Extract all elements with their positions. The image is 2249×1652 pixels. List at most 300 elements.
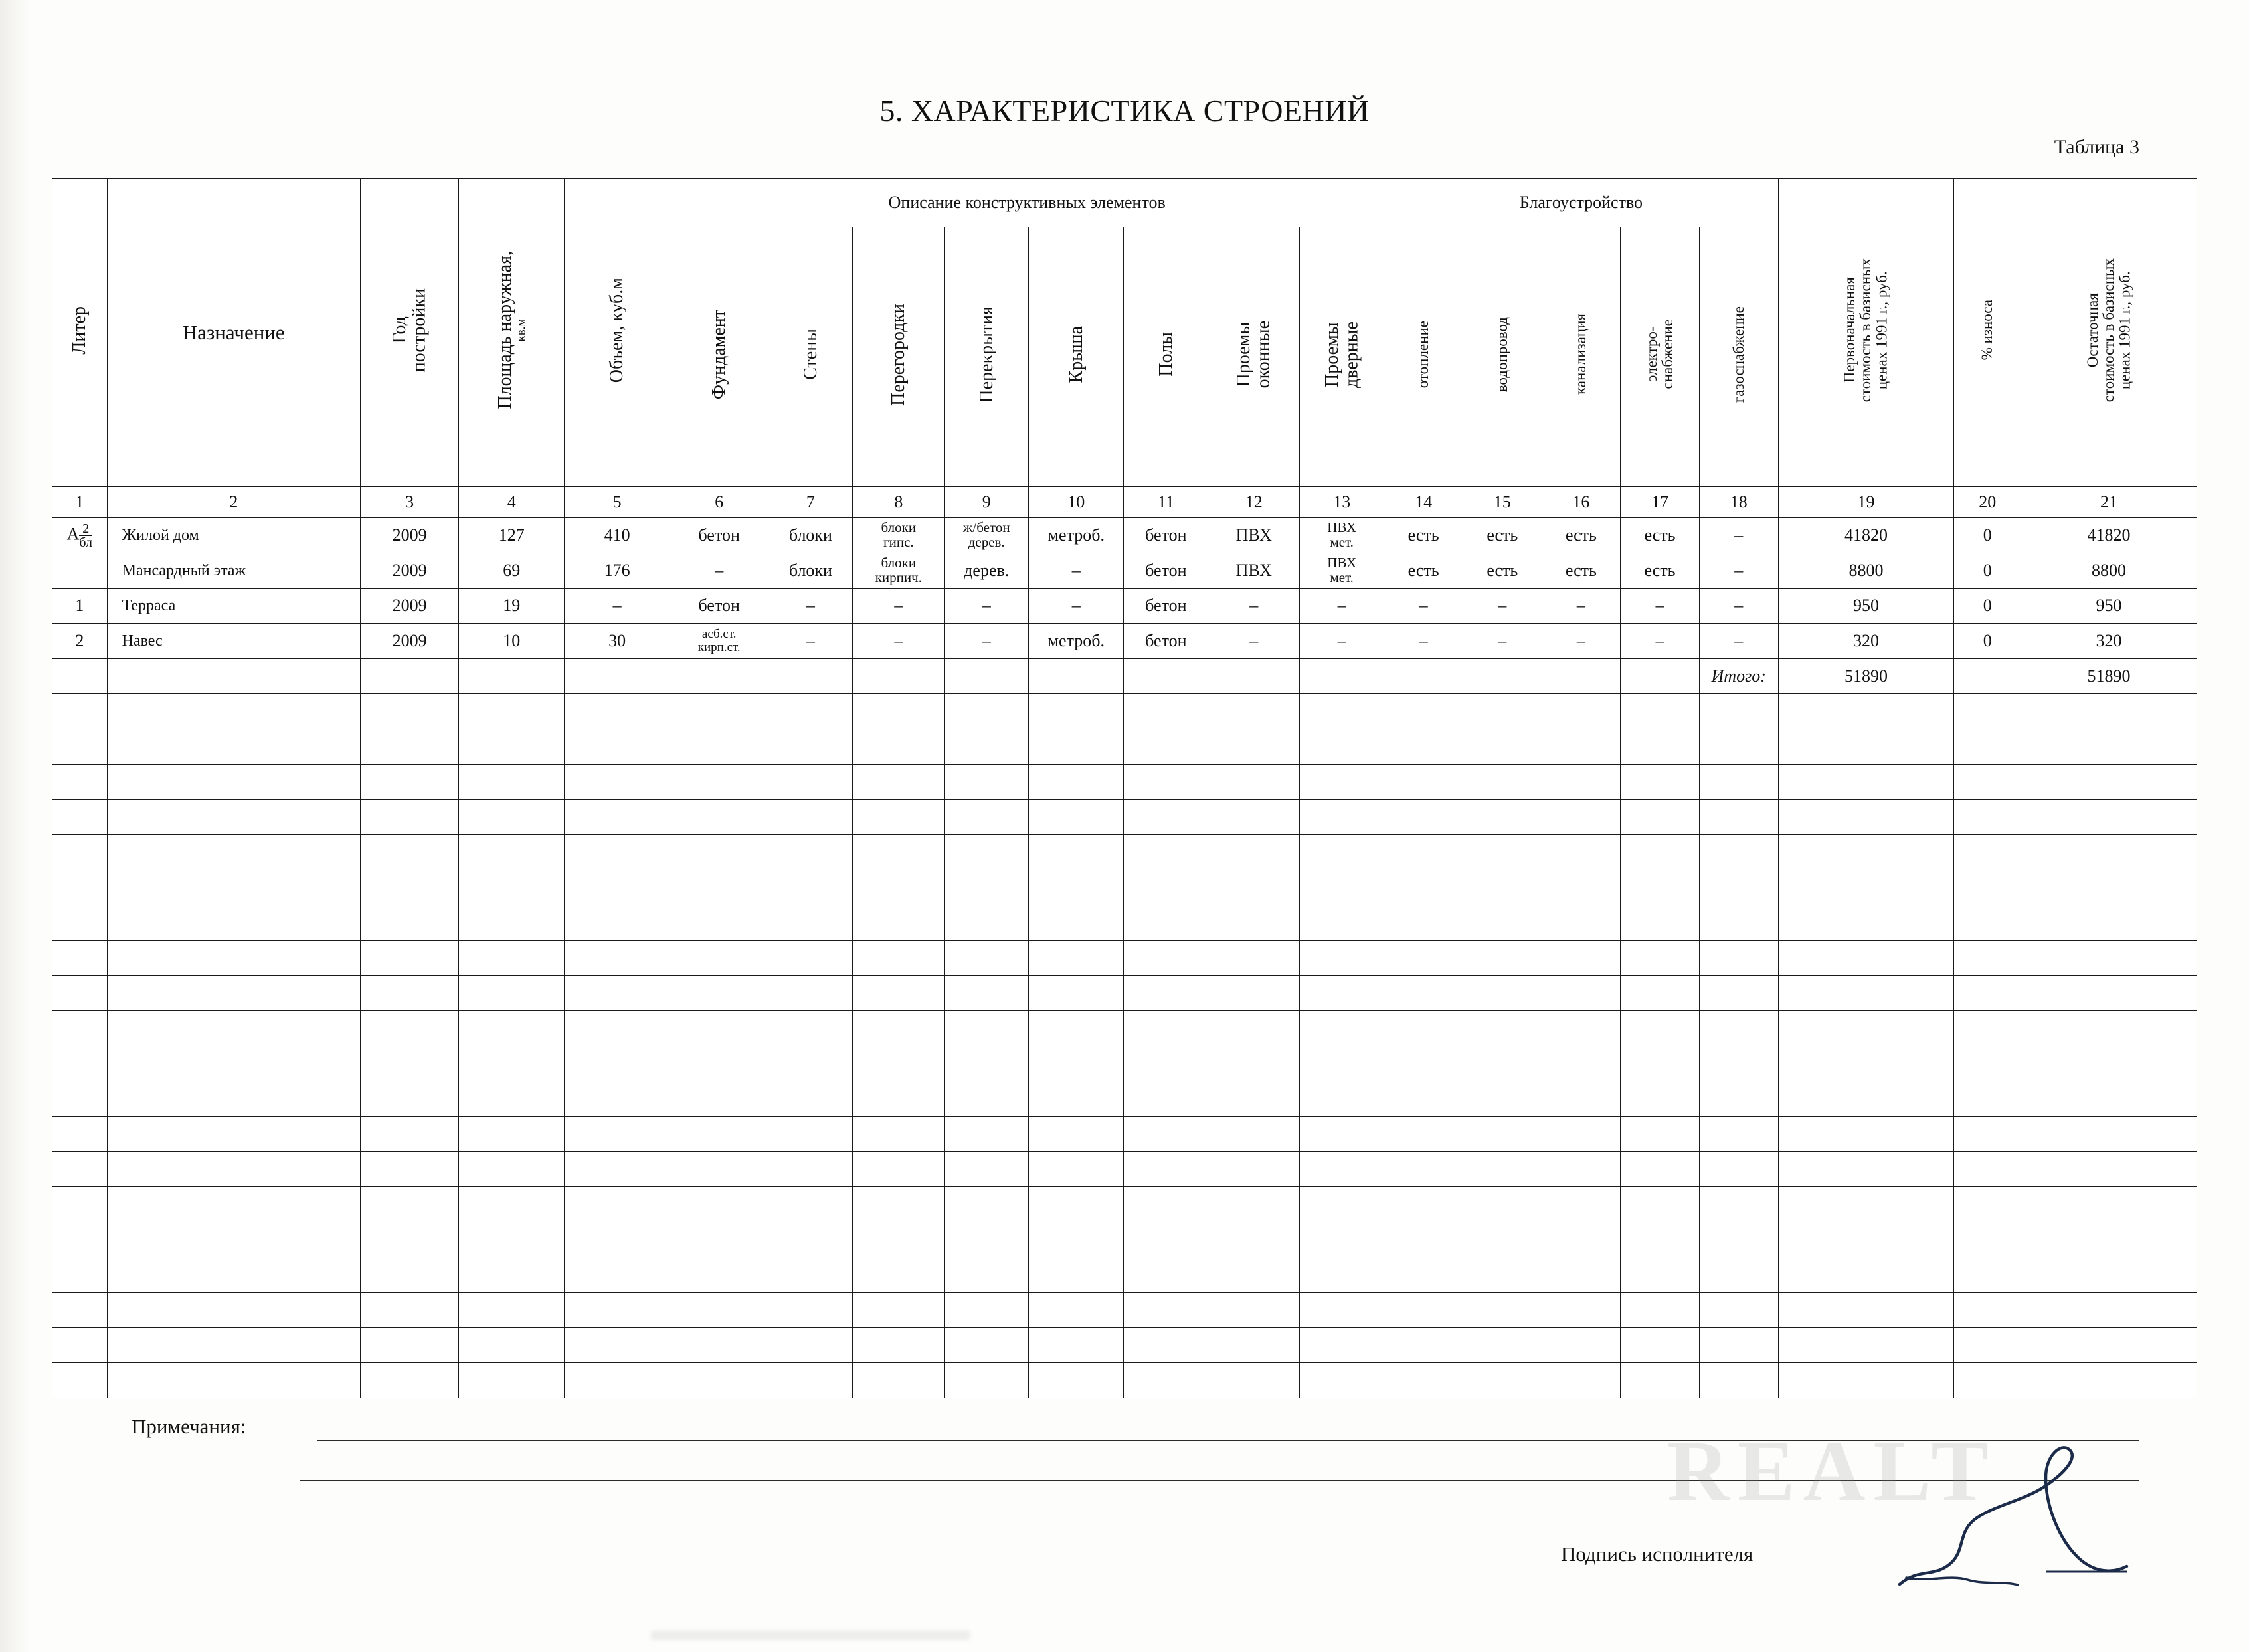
colnum-4: 4: [459, 487, 565, 518]
empty-cell: [360, 1187, 458, 1222]
colnum-1: 1: [52, 487, 108, 518]
empty-cell: [1699, 870, 1778, 905]
cell-partitions: –: [853, 624, 945, 659]
colnum-5: 5: [565, 487, 670, 518]
empty-cell: [1463, 1328, 1542, 1363]
header-wear: % износа: [1954, 179, 2021, 487]
empty-cell: [360, 1328, 458, 1363]
cell-initial-cost: 950: [1778, 589, 1954, 624]
empty-cell: [1463, 800, 1542, 835]
empty-cell: [107, 1222, 360, 1257]
empty-cell: [1029, 729, 1124, 765]
total-pad-3: [360, 659, 458, 694]
empty-cell: [1384, 1328, 1463, 1363]
empty-cell: [1300, 1152, 1384, 1187]
empty-cell: [1699, 800, 1778, 835]
empty-cell: [1463, 1117, 1542, 1152]
empty-cell: [565, 800, 670, 835]
cell-walls: блоки: [768, 518, 853, 553]
empty-cell: [1384, 870, 1463, 905]
empty-cell: [1300, 1011, 1384, 1046]
empty-cell: [1778, 1011, 1954, 1046]
cell-wear: 0: [1954, 518, 2021, 553]
empty-cell: [1029, 1222, 1124, 1257]
cell-walls: блоки: [768, 553, 853, 589]
total-pad-10: [1029, 659, 1124, 694]
empty-cell: [1542, 1152, 1621, 1187]
cell-volume: 176: [565, 553, 670, 589]
empty-cell: [1621, 905, 1700, 941]
empty-cell: [1954, 835, 2021, 870]
empty-cell: [1029, 694, 1124, 729]
empty-cell: [1699, 1328, 1778, 1363]
empty-cell: [1029, 1328, 1124, 1363]
empty-cell: [1124, 1046, 1208, 1081]
cell-liter: 2: [52, 624, 108, 659]
empty-cell: [1300, 905, 1384, 941]
cell-wear: 0: [1954, 624, 2021, 659]
empty-cell: [1029, 905, 1124, 941]
table-empty-row: [52, 1293, 2197, 1328]
cell-foundation: бетон: [670, 518, 768, 553]
empty-cell: [1463, 1257, 1542, 1293]
empty-cell: [360, 905, 458, 941]
empty-cell: [670, 941, 768, 976]
empty-cell: [1208, 1257, 1300, 1293]
empty-cell: [670, 1293, 768, 1328]
empty-cell: [1208, 765, 1300, 800]
empty-cell: [1778, 941, 1954, 976]
empty-cell: [2021, 941, 2197, 976]
empty-cell: [1029, 1081, 1124, 1117]
empty-cell: [853, 1187, 945, 1222]
empty-cell: [107, 1117, 360, 1152]
empty-cell: [360, 1152, 458, 1187]
empty-cell: [1542, 1293, 1621, 1328]
empty-cell: [459, 870, 565, 905]
empty-cell: [1463, 765, 1542, 800]
empty-cell: [853, 729, 945, 765]
total-pad-8: [853, 659, 945, 694]
table-empty-row: [52, 1011, 2197, 1046]
header-window-openings: Проемы оконные: [1208, 227, 1300, 487]
empty-cell: [565, 870, 670, 905]
empty-cell: [1954, 941, 2021, 976]
cell-initial-cost: 41820: [1778, 518, 1954, 553]
empty-cell: [107, 870, 360, 905]
empty-cell: [1384, 1222, 1463, 1257]
empty-cell: [1699, 976, 1778, 1011]
cell-doors: ПВХ мет.: [1300, 553, 1384, 589]
colnum-10: 10: [1029, 487, 1124, 518]
cell-wear: 0: [1954, 553, 2021, 589]
empty-cell: [1384, 729, 1463, 765]
empty-cell: [360, 1081, 458, 1117]
empty-cell: [459, 694, 565, 729]
cell-roof: метроб.: [1029, 624, 1124, 659]
empty-cell: [360, 1293, 458, 1328]
empty-cell: [1621, 1081, 1700, 1117]
empty-cell: [1621, 1222, 1700, 1257]
empty-cell: [107, 694, 360, 729]
empty-cell: [52, 729, 108, 765]
empty-cell: [1542, 941, 1621, 976]
cell-liter: [52, 553, 108, 589]
empty-cell: [1542, 1117, 1621, 1152]
empty-cell: [107, 1081, 360, 1117]
empty-cell: [945, 729, 1029, 765]
empty-cell: [1384, 800, 1463, 835]
cell-sewer: есть: [1542, 553, 1621, 589]
table-empty-row: [52, 1187, 2197, 1222]
empty-cell: [1029, 1363, 1124, 1398]
empty-cell: [1699, 941, 1778, 976]
empty-cell: [945, 1046, 1029, 1081]
empty-cell: [1300, 1328, 1384, 1363]
empty-cell: [1954, 1222, 2021, 1257]
empty-cell: [1208, 1117, 1300, 1152]
cell-volume: –: [565, 589, 670, 624]
empty-cell: [1029, 1293, 1124, 1328]
table-empty-row: [52, 1363, 2197, 1398]
empty-cell: [2021, 729, 2197, 765]
header-liter: Литер: [52, 179, 108, 487]
cell-walls: –: [768, 624, 853, 659]
empty-cell: [1029, 1187, 1124, 1222]
empty-cell: [52, 1011, 108, 1046]
empty-cell: [107, 905, 360, 941]
empty-cell: [1208, 905, 1300, 941]
empty-cell: [1384, 1187, 1463, 1222]
empty-cell: [1542, 1257, 1621, 1293]
empty-cell: [565, 1011, 670, 1046]
cell-area: 10: [459, 624, 565, 659]
cell-volume: 30: [565, 624, 670, 659]
empty-cell: [565, 1293, 670, 1328]
empty-cell: [1463, 729, 1542, 765]
empty-cell: [945, 1293, 1029, 1328]
colnum-9: 9: [945, 487, 1029, 518]
empty-cell: [853, 1363, 945, 1398]
empty-cell: [853, 1081, 945, 1117]
empty-cell: [1699, 835, 1778, 870]
cell-electricity: –: [1621, 624, 1700, 659]
table-empty-row: [52, 1328, 2197, 1363]
empty-cell: [1029, 1046, 1124, 1081]
empty-cell: [1463, 941, 1542, 976]
colnum-3: 3: [360, 487, 458, 518]
empty-cell: [107, 1152, 360, 1187]
empty-cell: [360, 800, 458, 835]
empty-cell: [1778, 1081, 1954, 1117]
empty-cell: [1029, 870, 1124, 905]
total-pad-7: [768, 659, 853, 694]
empty-cell: [1384, 1081, 1463, 1117]
cell-gas: –: [1699, 553, 1778, 589]
empty-cell: [1463, 1046, 1542, 1081]
header-volume: Объем, куб.м: [565, 179, 670, 487]
total-pad-5: [565, 659, 670, 694]
empty-cell: [1954, 765, 2021, 800]
empty-cell: [945, 1011, 1029, 1046]
empty-cell: [1542, 905, 1621, 941]
header-group-structural: Описание конструктивных элементов: [670, 179, 1384, 227]
empty-cell: [1699, 1081, 1778, 1117]
empty-cell: [1463, 1222, 1542, 1257]
empty-cell: [853, 694, 945, 729]
empty-cell: [1208, 1152, 1300, 1187]
empty-cell: [1029, 1011, 1124, 1046]
empty-cell: [945, 1152, 1029, 1187]
empty-cell: [1699, 1363, 1778, 1398]
table-empty-row: [52, 765, 2197, 800]
empty-cell: [1778, 976, 1954, 1011]
empty-cell: [1463, 1293, 1542, 1328]
empty-cell: [1954, 1187, 2021, 1222]
empty-cell: [1778, 1187, 1954, 1222]
table-empty-row: [52, 1257, 2197, 1293]
empty-cell: [670, 1187, 768, 1222]
header-gas-supply: газоснабжение: [1699, 227, 1778, 487]
empty-cell: [670, 1046, 768, 1081]
empty-cell: [52, 1293, 108, 1328]
empty-cell: [52, 1222, 108, 1257]
empty-cell: [1208, 835, 1300, 870]
empty-cell: [1300, 870, 1384, 905]
empty-cell: [360, 1046, 458, 1081]
empty-cell: [1778, 1257, 1954, 1293]
cell-liter: 1: [52, 589, 108, 624]
cell-volume: 410: [565, 518, 670, 553]
cell-area: 19: [459, 589, 565, 624]
empty-cell: [565, 941, 670, 976]
empty-cell: [768, 835, 853, 870]
table-empty-row: [52, 1081, 2197, 1117]
table-empty-row: [52, 1222, 2197, 1257]
empty-cell: [1621, 1046, 1700, 1081]
cell-purpose: Навес: [107, 624, 360, 659]
empty-cell: [1954, 870, 2021, 905]
empty-cell: [1029, 835, 1124, 870]
empty-cell: [1384, 976, 1463, 1011]
empty-cell: [945, 1257, 1029, 1293]
empty-cell: [1029, 1117, 1124, 1152]
empty-cell: [1954, 800, 2021, 835]
empty-cell: [52, 1187, 108, 1222]
empty-cell: [1300, 1257, 1384, 1293]
empty-cell: [768, 976, 853, 1011]
table-empty-row: [52, 941, 2197, 976]
empty-cell: [1699, 1187, 1778, 1222]
empty-cell: [107, 1011, 360, 1046]
empty-cell: [768, 1152, 853, 1187]
empty-cell: [945, 1081, 1029, 1117]
empty-cell: [2021, 1293, 2197, 1328]
empty-cell: [565, 694, 670, 729]
empty-cell: [1463, 870, 1542, 905]
empty-cell: [1029, 941, 1124, 976]
empty-cell: [945, 976, 1029, 1011]
empty-cell: [945, 1363, 1029, 1398]
empty-cell: [945, 905, 1029, 941]
empty-cell: [565, 835, 670, 870]
empty-cell: [1208, 729, 1300, 765]
cell-windows: ПВХ: [1208, 518, 1300, 553]
table-empty-row: [52, 835, 2197, 870]
empty-cell: [670, 694, 768, 729]
empty-cell: [1124, 1011, 1208, 1046]
cell-doors: ПВХ мет.: [1300, 518, 1384, 553]
empty-cell: [1699, 1222, 1778, 1257]
total-residual-cost: 51890: [2021, 659, 2197, 694]
cell-area: 69: [459, 553, 565, 589]
empty-cell: [1542, 976, 1621, 1011]
empty-cell: [1542, 694, 1621, 729]
empty-cell: [670, 765, 768, 800]
empty-cell: [853, 1328, 945, 1363]
empty-cell: [1542, 1081, 1621, 1117]
empty-cell: [1954, 729, 2021, 765]
total-pad-16: [1542, 659, 1621, 694]
total-initial-cost: 51890: [1778, 659, 1954, 694]
empty-cell: [360, 765, 458, 800]
empty-cell: [360, 1117, 458, 1152]
cell-windows: ПВХ: [1208, 553, 1300, 589]
empty-cell: [2021, 765, 2197, 800]
empty-cell: [1778, 1117, 1954, 1152]
empty-cell: [565, 1222, 670, 1257]
total-label: Итого:: [1699, 659, 1778, 694]
empty-cell: [1954, 1081, 2021, 1117]
table-empty-row: [52, 1117, 2197, 1152]
notes-label: Примечания:: [132, 1415, 246, 1438]
watermark: REALT: [1667, 1423, 1997, 1519]
empty-cell: [1029, 765, 1124, 800]
empty-cell: [853, 870, 945, 905]
empty-cell: [2021, 1117, 2197, 1152]
empty-cell: [1124, 1222, 1208, 1257]
empty-cell: [565, 1117, 670, 1152]
cell-heating: есть: [1384, 553, 1463, 589]
cell-foundation: бетон: [670, 589, 768, 624]
colnum-15: 15: [1463, 487, 1542, 518]
empty-cell: [1384, 1152, 1463, 1187]
cell-windows: –: [1208, 589, 1300, 624]
empty-cell: [1542, 1363, 1621, 1398]
colnum-8: 8: [853, 487, 945, 518]
header-initial-cost: Первоначальная стоимость в базисных ценах 1991 г., руб.: [1778, 179, 1954, 487]
empty-cell: [1542, 870, 1621, 905]
cell-year: 2009: [360, 553, 458, 589]
empty-cell: [52, 694, 108, 729]
empty-cell: [360, 870, 458, 905]
empty-cell: [107, 800, 360, 835]
cell-sewer: –: [1542, 589, 1621, 624]
total-pad-11: [1124, 659, 1208, 694]
empty-cell: [2021, 1011, 2197, 1046]
empty-cell: [1463, 1187, 1542, 1222]
empty-cell: [1384, 1293, 1463, 1328]
empty-cell: [360, 694, 458, 729]
empty-cell: [768, 729, 853, 765]
total-pad-13: [1300, 659, 1384, 694]
empty-cell: [459, 800, 565, 835]
cell-doors: –: [1300, 624, 1384, 659]
empty-cell: [360, 1257, 458, 1293]
header-ceilings: Перекрытия: [945, 227, 1029, 487]
empty-cell: [1542, 1222, 1621, 1257]
empty-cell: [1124, 976, 1208, 1011]
empty-cell: [1124, 729, 1208, 765]
empty-cell: [945, 694, 1029, 729]
empty-cell: [1384, 1257, 1463, 1293]
cell-purpose: Терраса: [107, 589, 360, 624]
empty-cell: [768, 800, 853, 835]
page-title: 5. ХАРАКТЕРИСТИКА СТРОЕНИЙ: [879, 94, 1370, 128]
cell-floors: бетон: [1124, 553, 1208, 589]
total-pad-15: [1463, 659, 1542, 694]
empty-cell: [565, 765, 670, 800]
empty-cell: [1300, 835, 1384, 870]
empty-cell: [2021, 1081, 2197, 1117]
empty-cell: [945, 1187, 1029, 1222]
empty-cell: [768, 694, 853, 729]
empty-cell: [853, 765, 945, 800]
empty-cell: [2021, 694, 2197, 729]
empty-cell: [1300, 1117, 1384, 1152]
cell-doors: –: [1300, 589, 1384, 624]
cell-gas: –: [1699, 518, 1778, 553]
empty-cell: [360, 1222, 458, 1257]
cell-purpose: Жилой дом: [107, 518, 360, 553]
empty-cell: [768, 1011, 853, 1046]
empty-cell: [52, 1117, 108, 1152]
cell-electricity: есть: [1621, 518, 1700, 553]
empty-cell: [107, 941, 360, 976]
total-pad-2: [107, 659, 360, 694]
empty-cell: [107, 835, 360, 870]
empty-cell: [52, 765, 108, 800]
empty-cell: [670, 1152, 768, 1187]
empty-cell: [52, 1081, 108, 1117]
cell-foundation: асб.ст. кирп.ст.: [670, 624, 768, 659]
header-walls: Стены: [768, 227, 853, 487]
empty-cell: [1778, 729, 1954, 765]
cell-floors: бетон: [1124, 518, 1208, 553]
header-heating: отопление: [1384, 227, 1463, 487]
empty-cell: [1621, 976, 1700, 1011]
empty-cell: [853, 1011, 945, 1046]
empty-cell: [565, 1152, 670, 1187]
empty-cell: [1384, 1117, 1463, 1152]
empty-cell: [1621, 1328, 1700, 1363]
empty-cell: [1621, 1363, 1700, 1398]
table-row: [52, 589, 2197, 624]
empty-cell: [1699, 1293, 1778, 1328]
empty-cell: [1621, 1011, 1700, 1046]
empty-cell: [1699, 1152, 1778, 1187]
empty-cell: [853, 976, 945, 1011]
cell-roof: –: [1029, 553, 1124, 589]
empty-cell: [1208, 1046, 1300, 1081]
empty-cell: [1208, 1328, 1300, 1363]
colnum-7: 7: [768, 487, 853, 518]
empty-cell: [1778, 800, 1954, 835]
empty-cell: [1384, 941, 1463, 976]
empty-cell: [670, 976, 768, 1011]
table-empty-row: [52, 800, 2197, 835]
empty-cell: [1463, 835, 1542, 870]
